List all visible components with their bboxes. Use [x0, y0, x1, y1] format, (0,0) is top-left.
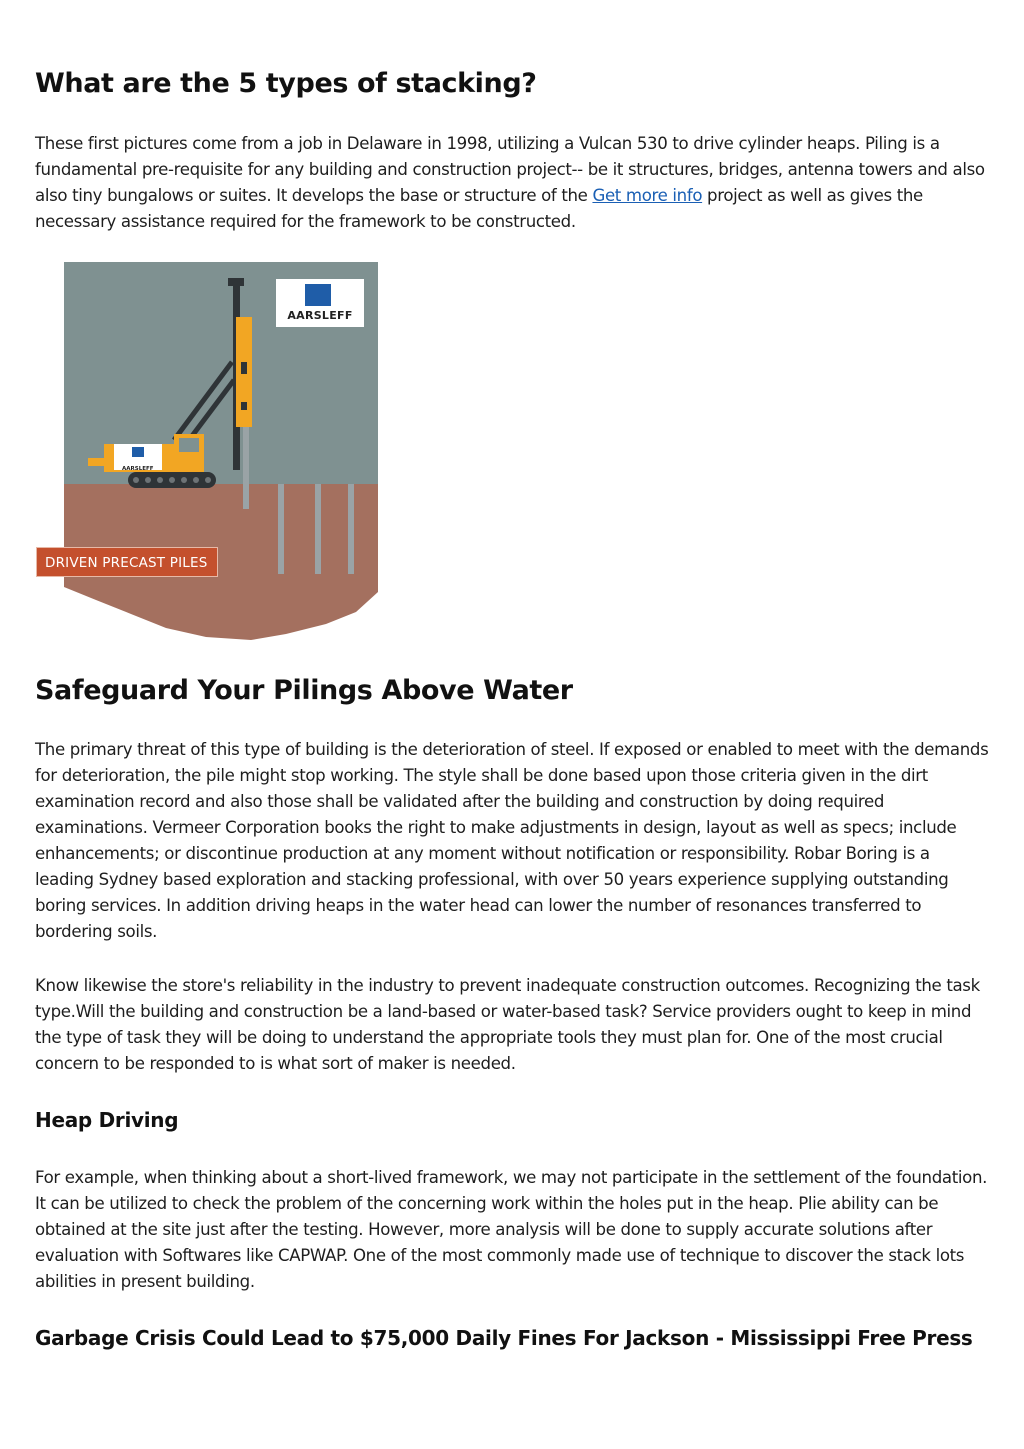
intro-text-after-link: project as well as gives the necessary assistance required for the framework to be constructed.	[35, 186, 923, 231]
section-title-safeguard-pilings: Safeguard Your Pilings Above Water	[35, 675, 573, 706]
pile-driving-illustration	[36, 262, 380, 642]
heap-driving-paragraph: For example, when thinking about a short-lived framework, we may not participate in the settlement of the foundation. It can be utilized to check the problem of the concerning work within the holes put in the heap. Plie ability can be obtained at the site just after the testing. However, more analysis will be done to supply accurate solutions after evaluation with Softwares like CAPWAP. One of the most commonly made use of technique to discover the stack lots abilities in present building.	[35, 1168, 988, 1291]
intro-text-before-link: These first pictures come from a job in Delaware in 1998, utilizing a Vulcan 530 to drive cylinder heaps. Piling is a fundamental pre-requisite for any building and construction project-- be it structures, bridges, antenna towers and also also tiny bungalows or suites. It develops the base or structure of the	[35, 134, 985, 205]
section-title-heap-driving: Heap Driving	[35, 1108, 179, 1132]
rig-logo-text: AARSLEFF	[122, 466, 154, 472]
pile-1	[278, 484, 284, 574]
aarsleff-logo-text: AARSLEFF	[287, 309, 353, 322]
safeguard-paragraph-2: Know likewise the store's reliability in the industry to prevent inadequate construction outcomes. Recognizing the task type.Will the building and construction be a land-based or water-based task? Service providers ought to keep in mind the type of task they will be doing to understand the appropriate tools they must plan for. One of the most crucial concern to be responded to is what sort of maker is needed.	[35, 976, 980, 1073]
pile-2	[315, 484, 321, 574]
safeguard-paragraph-1: The primary threat of this type of building is the deterioration of steel. If exposed or enabled to meet with the demands for deterioration, the pile might stop working. The style shall be done based upon those criteria given in the dirt examination record and also those shall be validated after the building and construction by doing required examinations. Vermeer Corporation books the right to make adjustments in design, layout as well as specs; include enhancements; or discontinue production at any moment without notification or responsibility. Robar Boring is a leading Sydney based exploration and stacking professional, with over 50 years experience supplying outstanding boring services. In addition driving heaps in the water head can lower the number of resonances transferred to bordering soils.	[35, 740, 989, 941]
section-title-types-of-stacking: What are the 5 types of stacking?	[35, 68, 537, 99]
section-title-garbage-crisis: Garbage Crisis Could Lead to $75,000 Daily Fines For Jackson - Mississippi Free Press	[35, 1326, 973, 1350]
aarsleff-logo-mark	[305, 284, 331, 306]
intro-paragraph	[35, 131, 993, 235]
pile-being-driven	[243, 417, 249, 509]
get-more-info-link[interactable]: Get more info	[592, 186, 703, 205]
aarsleff-logo	[276, 279, 364, 327]
figure-caption: DRIVEN PRECAST PILES	[36, 547, 218, 577]
pile-3	[348, 484, 354, 574]
